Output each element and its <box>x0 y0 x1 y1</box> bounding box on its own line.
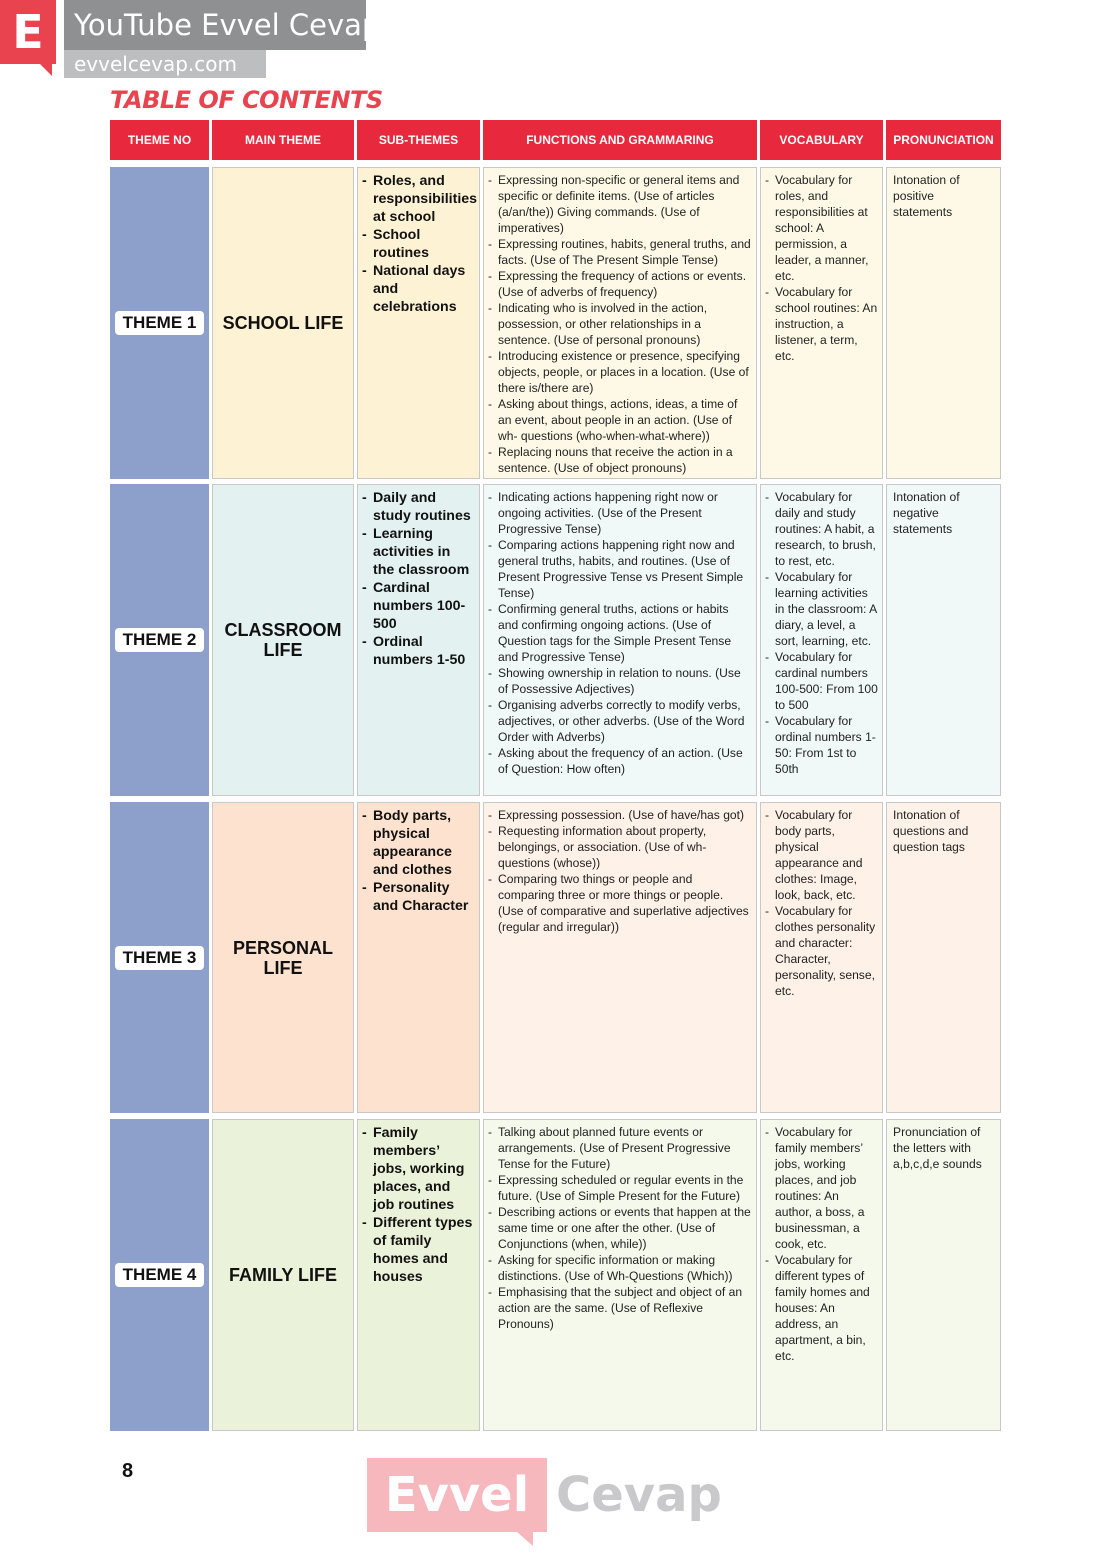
list-item: - Vocabulary for family members’ jobs, working places, and job routines: An author, a boss, a businessman, a cook, etc. <box>765 1124 878 1252</box>
list-item: - Talking about planned future events or arrangements. (Use of Present Progressive Tense for the Future) <box>488 1124 752 1172</box>
theme-badge: THEME 2 <box>115 628 205 652</box>
main-theme-cell <box>212 1119 354 1431</box>
pronunciation-text: Intonation of questions and question tags <box>893 808 969 854</box>
sub-themes-list <box>362 489 475 669</box>
list-item: - Vocabulary for cardinal numbers 100-500: From 100 to 500 <box>765 649 878 713</box>
main-theme: CLASSROOM LIFE <box>224 620 342 660</box>
list-item: - Family members’ jobs, working places, and job routines <box>362 1124 475 1214</box>
brand-channel-bar <box>64 0 381 50</box>
sub-themes-cell <box>357 1119 480 1431</box>
list-item: - Introducing existence or presence, specifying objects, people, or places in a location. (Use of there is/there are) <box>488 348 752 396</box>
list-item: - Vocabulary for body parts, physical appearance and clothes: Image, look, back, etc. <box>765 807 878 903</box>
list-item: - Indicating actions happening right now or ongoing activities. (Use of the Present Progressive Tense) <box>488 489 752 537</box>
sub-themes-cell <box>357 484 480 796</box>
functions-list <box>488 172 752 476</box>
theme-badge: THEME 4 <box>115 1263 205 1287</box>
list-item: - Expressing routines, habits, general truths, and facts. (Use of The Present Simple Tense) <box>488 236 752 268</box>
theme-badge: THEME 1 <box>115 311 205 335</box>
main-theme-cell <box>212 802 354 1113</box>
pronunciation-cell <box>886 802 1001 1113</box>
brand-site-bar <box>64 50 266 78</box>
pronunciation-text: Intonation of positive statements <box>893 173 960 219</box>
list-item: - Replacing nouns that receive the action in a sentence. (Use of object pronouns) <box>488 444 752 476</box>
main-theme: FAMILY LIFE <box>228 1265 338 1285</box>
list-item: - Roles, and responsibilities at school <box>362 172 475 226</box>
list-item: - Vocabulary for clothes personality and character: Character, personality, sense, etc. <box>765 903 878 999</box>
vocabulary-list <box>765 172 878 364</box>
footer-logo-left <box>367 1458 547 1532</box>
vocabulary-cell <box>760 802 883 1113</box>
theme-no-cell <box>110 802 209 1113</box>
pronunciation-cell <box>886 1119 1001 1431</box>
list-item: - Expressing non-specific or general items and specific or definite items. (Use of articles (a/an/the)) Giving commands. (Use of imperatives) <box>488 172 752 236</box>
vocabulary-cell <box>760 1119 883 1431</box>
pronunciation-text: Pronunciation of the letters with a,b,c,d,e sounds <box>893 1125 982 1171</box>
main-theme: PERSONAL LIFE <box>232 937 333 978</box>
list-item: - Vocabulary for different types of family homes and houses: An address, an apartment, a bin, etc. <box>765 1252 878 1364</box>
header-functions: FUNCTIONS AND GRAMMARING <box>483 120 757 160</box>
vocabulary-list <box>765 807 878 999</box>
list-item: - Expressing the frequency of actions or events. (Use of adverbs of frequency) <box>488 268 752 300</box>
pronunciation-text: Intonation of negative statements <box>893 490 960 536</box>
list-item: - Vocabulary for learning activities in the classroom: A diary, a level, a sort, learning, etc. <box>765 569 878 649</box>
brand-logo-letter: E <box>12 5 44 59</box>
sub-themes-list <box>362 172 478 316</box>
list-item: - Asking for specific information or making distinctions. (Use of Wh-Questions (Which)) <box>488 1252 752 1284</box>
list-item: - Requesting information about property, belongings, or association. (Use of wh- questions (whose)) <box>488 823 752 871</box>
list-item: - Vocabulary for roles, and responsibilities at school: A permission, a leader, a manner, etc. <box>765 172 878 284</box>
theme-no-cell <box>110 1119 209 1431</box>
functions-cell <box>483 167 757 479</box>
header-main-theme: MAIN THEME <box>212 120 354 160</box>
brand-site: evvelcevap.com <box>74 52 237 76</box>
header-sub-themes: SUB-THEMES <box>357 120 480 160</box>
functions-cell <box>483 1119 757 1431</box>
list-item: - Different types of family homes and houses <box>362 1214 475 1286</box>
sub-themes-cell <box>357 167 480 479</box>
header-theme-no: THEME NO <box>110 120 209 160</box>
footer-logo-right <box>556 1458 756 1532</box>
list-item: - Learning activities in the classroom <box>362 525 475 579</box>
list-item: - Daily and study routines <box>362 489 475 525</box>
theme-no-cell <box>110 167 209 479</box>
list-item: - Personality and Character <box>362 879 475 915</box>
list-item: - Cardinal numbers 100-500 <box>362 579 475 633</box>
list-item: - National days and celebrations <box>362 262 475 316</box>
page-number: 8 <box>122 1460 134 1482</box>
theme-no-cell <box>110 484 209 796</box>
main-theme-cell <box>212 484 354 796</box>
list-item: - Expressing scheduled or regular events in the future. (Use of Simple Present for the Future) <box>488 1172 752 1204</box>
vocabulary-list <box>765 489 878 777</box>
list-item: - Body parts, physical appearance and clothes <box>362 807 475 879</box>
list-item: - Comparing two things or people and comparing three or more things or people. (Use of comparative and superlative adjectives (regular and irregular)) <box>488 871 752 935</box>
vocabulary-list <box>765 1124 878 1364</box>
main-theme-cell <box>212 167 354 479</box>
footer-logo-left-text: Evvel <box>384 1467 530 1523</box>
main-theme: SCHOOL LIFE <box>222 313 344 333</box>
header-vocabulary: VOCABULARY <box>760 120 883 160</box>
list-item: - Ordinal numbers 1-50 <box>362 633 475 669</box>
vocabulary-cell <box>760 484 883 796</box>
functions-list <box>488 807 752 935</box>
list-item: - Describing actions or events that happen at the same time or one after the other. (Use of Conjunctions (when, while)) <box>488 1204 752 1252</box>
list-item: - Expressing possession. (Use of have/has got) <box>488 807 752 823</box>
theme-badge: THEME 3 <box>115 946 205 970</box>
list-item: - Vocabulary for daily and study routines: A habit, a research, to brush, to rest, etc. <box>765 489 878 569</box>
pronunciation-cell <box>886 167 1001 479</box>
functions-cell <box>483 802 757 1113</box>
functions-list <box>488 489 752 777</box>
list-item: - Asking about the frequency of an action. (Use of Question: How often) <box>488 745 752 777</box>
functions-list <box>488 1124 752 1332</box>
list-item: - Showing ownership in relation to nouns. (Use of Possessive Adjectives) <box>488 665 752 697</box>
brand-logo-icon <box>0 0 56 64</box>
list-item: - School routines <box>362 226 475 262</box>
page-title: TABLE OF CONTENTS <box>110 86 383 114</box>
sub-themes-list <box>362 1124 475 1286</box>
list-item: - Comparing actions happening right now and general truths, habits, and routines. (Use of Present Progressive Tense vs Present Simple Tense) <box>488 537 752 601</box>
list-item: - Vocabulary for school routines: An instruction, a listener, a term, etc. <box>765 284 878 364</box>
functions-cell <box>483 484 757 796</box>
list-item: - Organising adverbs correctly to modify verbs, adjectives, or other adverbs. (Use of the Word Order with Adverbs) <box>488 697 752 745</box>
header-pronunciation: PRONUNCIATION <box>886 120 1001 160</box>
brand-channel: YouTube Evvel Cevap <box>74 8 381 42</box>
footer-logo-right-text: Cevap <box>556 1467 722 1523</box>
pronunciation-cell <box>886 484 1001 796</box>
sub-themes-cell <box>357 802 480 1113</box>
list-item: - Indicating who is involved in the action, possession, or other relationships in a sentence. (Use of personal pronouns) <box>488 300 752 348</box>
list-item: - Emphasising that the subject and object of an action are the same. (Use of Reflexive Pronouns) <box>488 1284 752 1332</box>
sub-themes-list <box>362 807 475 915</box>
vocabulary-cell <box>760 167 883 479</box>
list-item: - Vocabulary for ordinal numbers 1-50: From 1st to 50th <box>765 713 878 777</box>
list-item: - Confirming general truths, actions or habits and confirming ongoing actions. (Use of Question tags for the Simple Present Tense and Progressive Tense) <box>488 601 752 665</box>
list-item: - Asking about things, actions, ideas, a time of an event, about people in an action. (Use of wh- questions (who-when-what-where)) <box>488 396 752 444</box>
